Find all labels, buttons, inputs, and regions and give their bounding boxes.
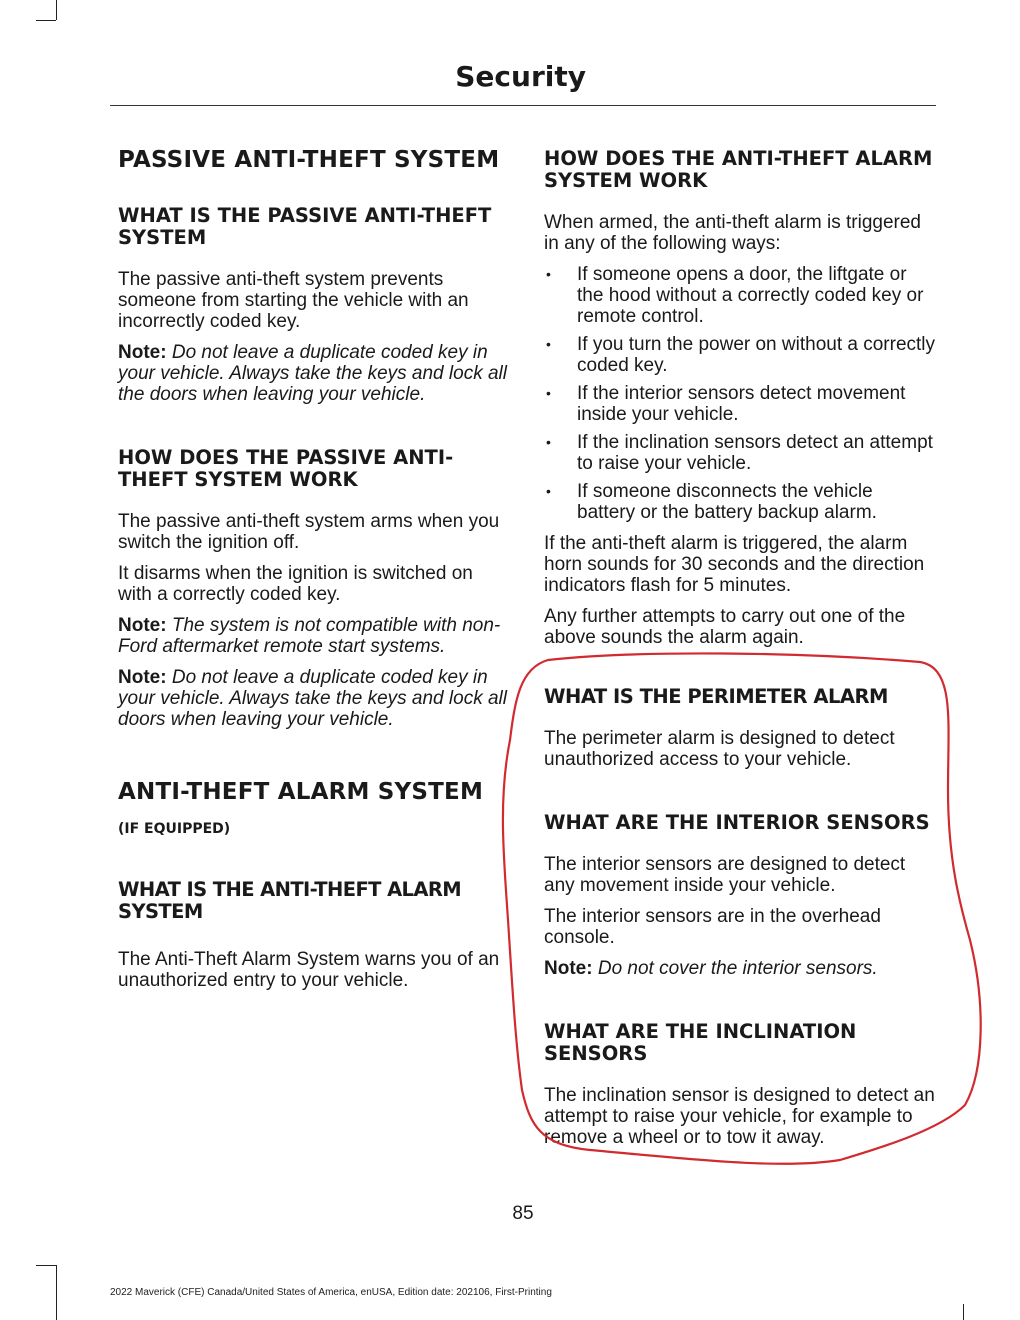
list-item [544, 264, 936, 327]
paragraph: When armed, the anti-theft alarm is triggered in any of the following ways: [544, 212, 922, 254]
note-text: Do not leave a duplicate coded key in your vehicle. Always take the keys and lock all doors when leaving your vehicle. [118, 667, 507, 730]
list-item-text: If the interior sensors detect movement inside your vehicle. [577, 383, 906, 425]
crop-mark [963, 1304, 964, 1320]
list-item-text: If you turn the power on without a correctly coded key. [577, 334, 936, 376]
left-column [118, 140, 510, 1001]
note-label: Note: [118, 667, 167, 688]
paragraph: The Anti-Theft Alarm System warns you of an unauthorized entry to your vehicle. [118, 949, 500, 991]
section-title-passive-anti-theft: PASSIVE ANTI-THEFT SYSTEM [118, 147, 500, 173]
paragraph: It disarms when the ignition is switched on with a correctly coded key. [118, 563, 473, 605]
list-item [544, 334, 936, 376]
crop-mark [56, 1265, 57, 1320]
note [544, 958, 936, 979]
note-label: Note: [118, 615, 167, 636]
bullet: • [546, 336, 551, 352]
paragraph: If the anti-theft alarm is triggered, the alarm horn sounds for 30 seconds and the direction indicators flash for 5 minutes. [544, 533, 925, 596]
heading-what-are-inclination-sensors: WHAT ARE THE INCLINATION SENSORS [544, 1020, 857, 1065]
heading-what-is-passive: WHAT IS THE PASSIVE ANTI-THEFT SYSTEM [118, 204, 492, 249]
section-title-anti-theft-alarm: ANTI-THEFT ALARM SYSTEM [118, 779, 484, 805]
paragraph: The passive anti-theft system arms when you switch the ignition off. [118, 511, 500, 553]
note [118, 615, 510, 657]
note [118, 342, 510, 405]
page-number: 85 [512, 1203, 534, 1224]
note-text: Do not cover the interior sensors. [597, 958, 878, 979]
list-item-text: If someone opens a door, the liftgate or the hood without a correctly coded key or remote control. [577, 264, 924, 327]
heading-how-does-alarm-work: HOW DOES THE ANTI-THEFT ALARM SYSTEM WORK [544, 147, 933, 192]
heading-what-are-interior-sensors: WHAT ARE THE INTERIOR SENSORS [544, 811, 930, 834]
note-label: Note: [118, 342, 167, 363]
footer-edition-info: 2022 Maverick (CFE) Canada/United States of America, enUSA, Edition date: 202106, First-Printing [110, 1287, 552, 1298]
crop-mark [36, 20, 56, 21]
bullet: • [546, 434, 551, 450]
right-column [544, 140, 936, 1158]
heading-how-does-passive-work: HOW DOES THE PASSIVE ANTI-THEFT SYSTEM WORK [118, 446, 454, 491]
heading-what-is-alarm: WHAT IS THE ANTI-THEFT ALARM SYSTEM [118, 878, 462, 923]
list-item-text: If the inclination sensors detect an attempt to raise your vehicle. [577, 432, 933, 474]
trigger-list [544, 264, 936, 523]
bullet: • [546, 266, 551, 282]
heading-what-is-perimeter: WHAT IS THE PERIMETER ALARM [544, 685, 888, 708]
bullet: • [546, 483, 551, 499]
paragraph: The inclination sensor is designed to detect an attempt to raise your vehicle, for example to remove a wheel or to tow it away. [544, 1085, 935, 1148]
page-title: Security [455, 60, 586, 93]
crop-mark [36, 1265, 56, 1266]
list-item [544, 432, 936, 474]
paragraph: The perimeter alarm is designed to detect unauthorized access to your vehicle. [544, 728, 895, 770]
note-text: The system is not compatible with non-Ford aftermarket remote start systems. [118, 615, 501, 657]
if-equipped-label: (IF EQUIPPED) [118, 821, 231, 837]
paragraph: The interior sensors are designed to detect any movement inside your vehicle. [544, 854, 906, 896]
list-item-text: If someone disconnects the vehicle battery or the battery backup alarm. [577, 481, 877, 523]
note-text: Do not leave a duplicate coded key in your vehicle. Always take the keys and lock all the doors when leaving your vehicle. [118, 342, 507, 405]
paragraph: Any further attempts to carry out one of the above sounds the alarm again. [544, 606, 906, 648]
paragraph: The interior sensors are in the overhead console. [544, 906, 881, 948]
note [118, 667, 510, 730]
bullet: • [546, 385, 551, 401]
crop-mark [56, 0, 57, 20]
list-item [544, 481, 936, 523]
paragraph: The passive anti-theft system prevents someone from starting the vehicle with an incorrectly coded key. [118, 269, 469, 332]
list-item [544, 383, 936, 425]
note-label: Note: [544, 958, 593, 979]
header-divider [110, 105, 936, 106]
